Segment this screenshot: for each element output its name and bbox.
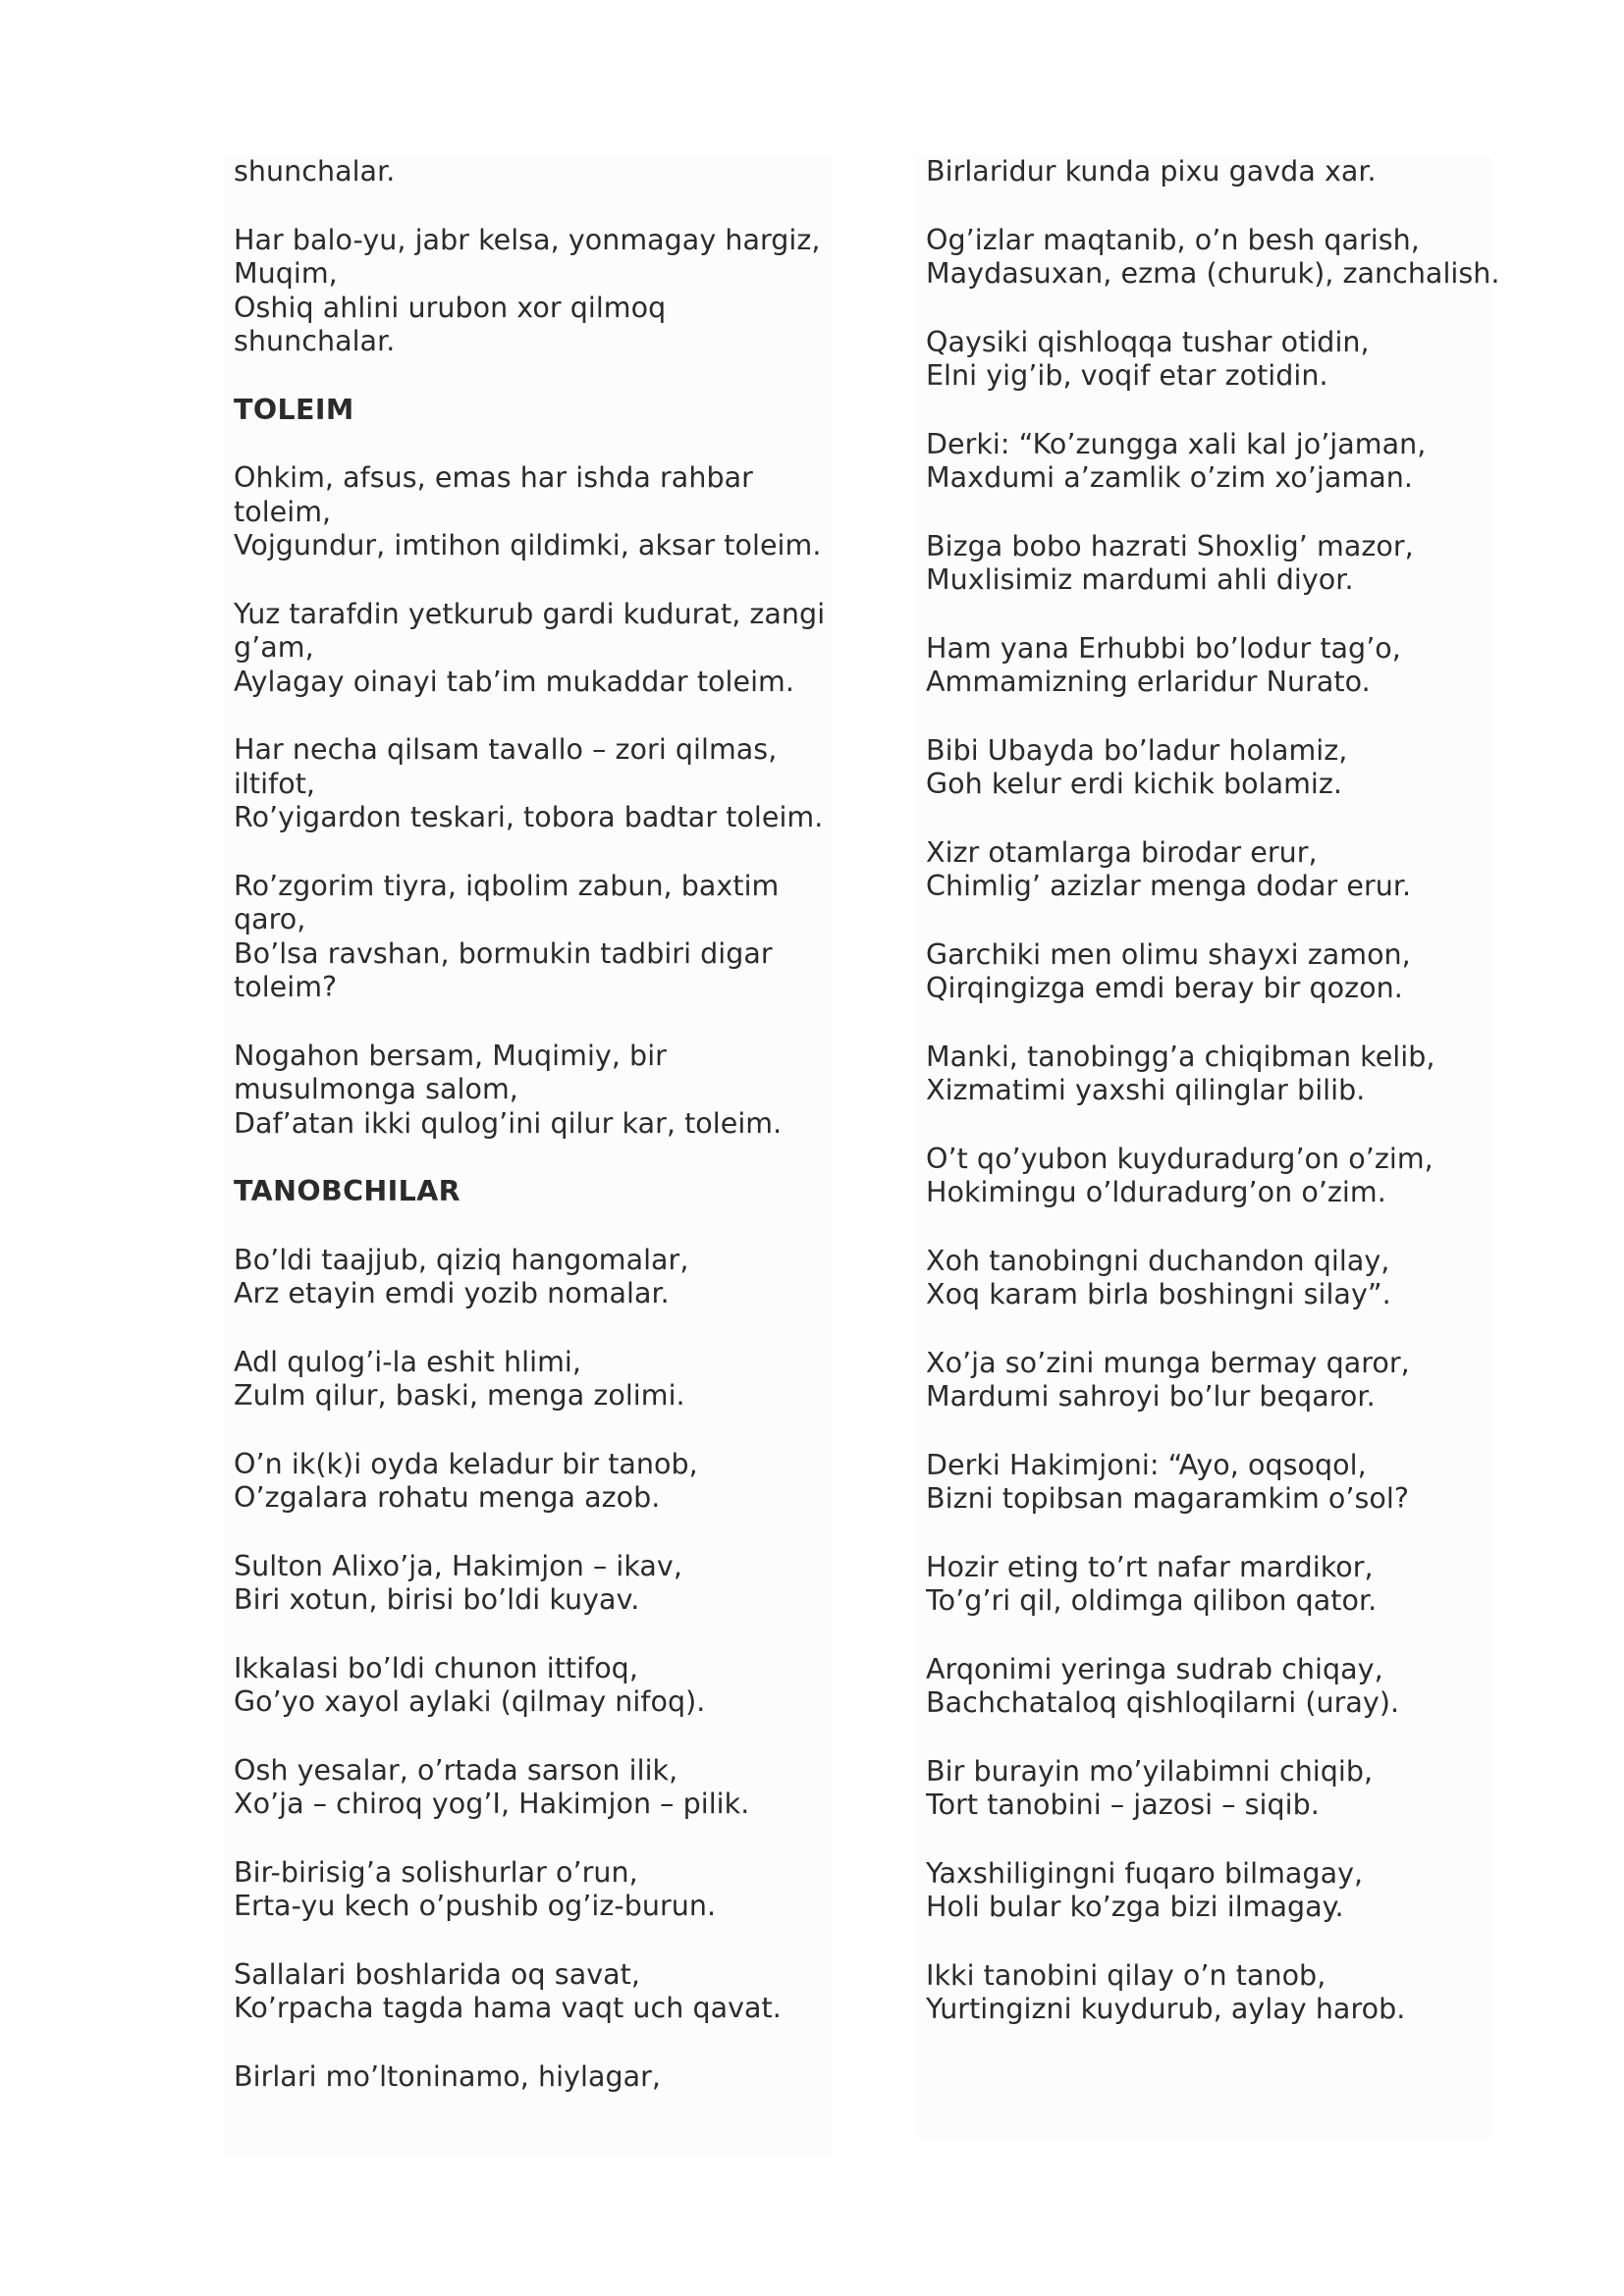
verse-line: Ro’yigardon teskari, tobora badtar toleim.: [234, 801, 824, 833]
verse-line: Og’izlar maqtanib, o’n besh qarish,: [926, 223, 1420, 256]
verse-line: Mardumi sahroyi bo’lur beqaror.: [926, 1380, 1376, 1413]
verse-line: Bir burayin mo’yilabimni chiqib,: [926, 1754, 1374, 1788]
verse-line: Yaxshiligingni fuqaro bilmagay,: [926, 1856, 1364, 1890]
verse-line: O’zgalara rohatu menga azob.: [234, 1481, 661, 1514]
verse-line: Xizr otamlarga birodar erur,: [926, 835, 1318, 869]
verse-line: Tort tanobini – jazosi – siqib.: [926, 1789, 1320, 1821]
verse-line: Ko’rpacha tagda hama vaqt uch qavat.: [234, 1992, 782, 2024]
stanza: [234, 1652, 833, 1720]
verse-line: Oshiq ahlini urubon xor qilmoq: [234, 291, 667, 324]
verse-line: musulmonga salom,: [234, 1073, 518, 1105]
stanza: [926, 530, 1490, 598]
stanza: [234, 2060, 833, 2095]
stanza: [926, 1755, 1490, 1823]
verse-line: Manki, tanobingg’a chiqibman kelib,: [926, 1040, 1435, 1073]
stanza: [234, 1856, 833, 1924]
stanza: [926, 1245, 1490, 1312]
stanza: [234, 224, 833, 359]
verse-line: Derki Hakimjoni: “Ayo, oqsoqol,: [926, 1448, 1367, 1481]
stanza: [926, 1959, 1490, 2027]
stanza: [234, 1244, 833, 1311]
stanza: [926, 734, 1490, 802]
verse-line: Bo’ldi taajjub, qiziq hangomalar,: [234, 1243, 689, 1276]
verse-line: To’g’ri qil, oldimga qilibon qator.: [926, 1584, 1378, 1617]
verse-line: Daf’atan ikki qulog’ini qilur kar, toleim.: [234, 1106, 783, 1140]
verse-line: Bizni topibsan magaramkim o’sol?: [926, 1482, 1410, 1515]
verse-line: Arz etayin emdi yozib nomalar.: [234, 1277, 670, 1309]
verse-line: Chimlig’ azizlar menga dodar erur.: [926, 870, 1412, 902]
verse-line: Bachchataloq qishloqilarni (uray).: [926, 1686, 1400, 1719]
verse-line: Holi bular ko’zga bizi ilmagay.: [926, 1891, 1344, 1923]
verse-line: O’n ik(k)i oyda keladur bir tanob,: [234, 1447, 698, 1480]
verse-line: Elni yig’ib, voqif etar zotidin.: [926, 359, 1328, 392]
verse-line: Bibi Ubayda bo’ladur holamiz,: [926, 733, 1348, 767]
verse-line: Muqim,: [234, 257, 338, 290]
verse-line: Nogahon bersam, Muqimiy, bir: [234, 1039, 667, 1072]
stanza: [234, 598, 833, 700]
verse-line: Bo’lsa ravshan, bormukin tadbiri digar: [234, 936, 773, 970]
verse-line: qaro,: [234, 903, 306, 935]
stanza: [926, 155, 1490, 189]
verse-line: Muxlisimiz mardumi ahli diyor.: [926, 563, 1354, 596]
verse-line: shunchalar.: [234, 155, 396, 187]
verse-line: Bizga bobo hazrati Shoxlig’ mazor,: [926, 529, 1414, 562]
verse-line: Maxdumi a’zamlik o’zim xo’jaman.: [926, 461, 1413, 494]
verse-line: Qaysiki qishloqqa tushar otidin,: [926, 325, 1370, 358]
stanza: [926, 1857, 1490, 1925]
stanza: [234, 1448, 833, 1516]
verse-line: Ikkalasi bo’ldi chunon ittifoq,: [234, 1651, 638, 1684]
verse-line: Sallalari boshlarida oq savat,: [234, 1957, 640, 1991]
stanza: [926, 428, 1490, 496]
stanza: [926, 938, 1490, 1006]
section-heading: TANOBCHILAR: [234, 1175, 461, 1207]
stanza: [926, 1449, 1490, 1517]
verse-line: g’am,: [234, 631, 314, 664]
verse-line: Arqonimi yeringa sudrab chiqay,: [926, 1652, 1383, 1685]
verse-line: Vojgundur, imtihon qildimki, aksar toleim.: [234, 529, 822, 561]
verse-line: Ikki tanobini qilay o’n tanob,: [926, 1958, 1326, 1992]
stanza: [926, 326, 1490, 394]
verse-line: Garchiki men olimu shayxi zamon,: [926, 937, 1411, 971]
verse-line: Xoh tanobingni duchandon qilay,: [926, 1244, 1390, 1277]
stanza: [234, 1346, 833, 1414]
verse-line: Derki: “Ko’zungga xali kal jo’jaman,: [926, 427, 1427, 460]
right-text-column: [915, 155, 1500, 2138]
stanza: [926, 836, 1490, 904]
verse-line: Har necha qilsam tavallo – zori qilmas,: [234, 733, 778, 766]
verse-line: Ham yana Erhubbi bo’lodur tag’o,: [926, 631, 1401, 665]
stanza: [234, 461, 833, 563]
stanza: [926, 1041, 1490, 1108]
verse-line: Birlari mo’ltoninamo, hiylagar,: [234, 2059, 661, 2093]
verse-line: iltifot,: [234, 767, 316, 800]
verse-line: Go’yo xayol aylaki (qilmay nifoq).: [234, 1685, 706, 1718]
verse-line: Ro’zgorim tiyra, iqbolim zabun, baxtim: [234, 869, 780, 902]
verse-line: Xoq karam birla boshingni silay”.: [926, 1278, 1391, 1310]
verse-line: Hokimingu o’lduradurg’on o’zim.: [926, 1176, 1386, 1208]
verse-line: Maydasuxan, ezma (churuk), zanchalish.: [926, 257, 1500, 290]
stanza: [926, 1653, 1490, 1721]
verse-line: Adl qulog’i-la eshit hlimi,: [234, 1345, 581, 1378]
verse-line: Sulton Alixo’ja, Hakimjon – ikav,: [234, 1549, 682, 1582]
stanza: [926, 632, 1490, 700]
verse-line: Birlaridur kunda pixu gavda xar.: [926, 155, 1377, 187]
verse-line: shunchalar.: [234, 325, 396, 357]
verse-line: Xizmatimi yaxshi qilinglar bilib.: [926, 1074, 1366, 1106]
stanza: [234, 733, 833, 835]
stanza: [926, 1347, 1490, 1415]
left-text-column: [224, 155, 833, 2158]
verse-line: Erta-yu kech o’pushib og’iz-burun.: [234, 1890, 717, 1922]
stanza: [926, 1143, 1490, 1210]
verse-line: toleim?: [234, 971, 338, 1003]
verse-line: Qirqingizga emdi beray bir qozon.: [926, 972, 1403, 1004]
verse-line: Hozir eting to’rt nafar mardikor,: [926, 1550, 1374, 1583]
stanza: [234, 155, 833, 189]
stanza: [926, 223, 1500, 292]
stanza: [234, 1754, 833, 1822]
verse-line: Xo’ja – chiroq yog’I, Hakimjon – pilik.: [234, 1788, 750, 1820]
verse-line: Goh kelur erdi kichik bolamiz.: [926, 768, 1342, 800]
verse-line: Har balo-yu, jabr kelsa, yonmagay hargiz,: [234, 223, 821, 256]
stanza: [234, 1040, 833, 1142]
verse-line: toleim,: [234, 495, 332, 528]
verse-line: Ohkim, afsus, emas har ishda rahbar: [234, 461, 753, 494]
section-heading: TOLEIM: [234, 393, 354, 426]
verse-line: Osh yesalar, o’rtada sarson ilik,: [234, 1753, 678, 1787]
stanza: [234, 1550, 833, 1618]
verse-line: O’t qo’yubon kuyduradurg’on o’zim,: [926, 1142, 1434, 1175]
verse-line: Bir-birisig’a solishurlar o’run,: [234, 1855, 638, 1889]
verse-line: Aylagay oinayi tab’im mukaddar toleim.: [234, 665, 794, 698]
verse-line: Ammamizning erlaridur Nurato.: [926, 666, 1371, 698]
verse-line: Yuz tarafdin yetkurub gardi kudurat, zangi: [234, 597, 826, 630]
stanza: [234, 1958, 833, 2026]
stanza: [234, 870, 833, 1005]
verse-line: Xo’ja so’zini munga bermay qaror,: [926, 1346, 1410, 1379]
verse-line: Zulm qilur, baski, menga zolimi.: [234, 1379, 685, 1412]
verse-line: Biri xotun, birisi bo’ldi kuyav.: [234, 1583, 640, 1616]
verse-line: Yurtingizni kuydurub, aylay harob.: [926, 1993, 1406, 2025]
stanza: [926, 1551, 1490, 1619]
